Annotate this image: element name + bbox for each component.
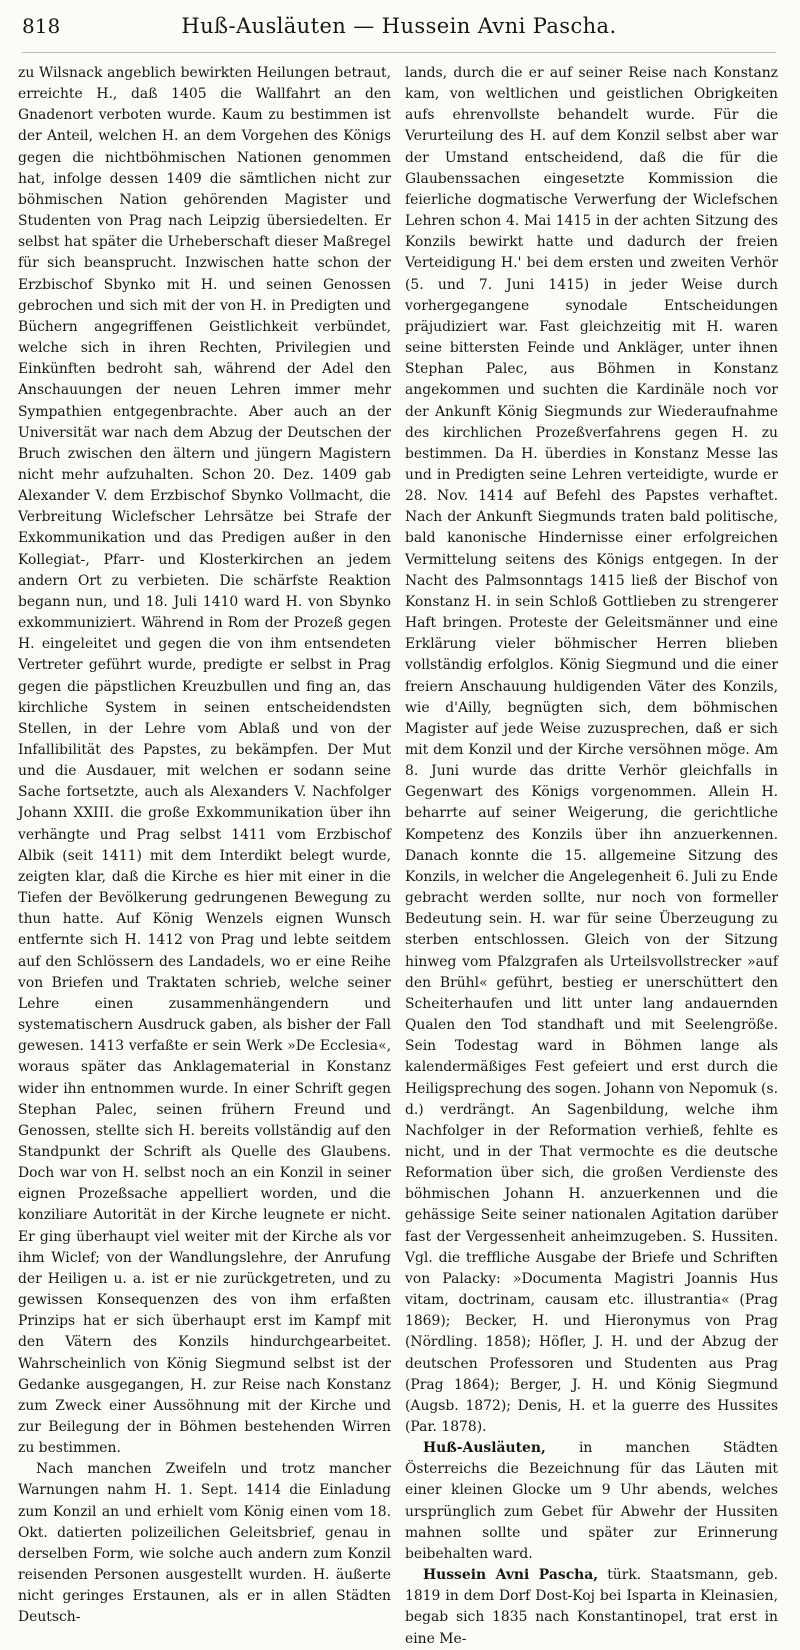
left-paragraph-1: zu Wilsnack angeblich bewirkten Heilungen betraut, erreichte H., daß 1405 die Wallfahrt an den Gnadenort verboten wurde. Kaum zu bestimmen ist der Anteil, welchen H. an dem Vorgehen des Königs gegen die nichtböhmischen Nationen genommen hat, infolge dessen 1409 die sämtlichen nicht zur böhmischen Nation gehörenden Magister und Studenten von Prag nach Leipzig übersiedelten. Er selbst hat später die Urheberschaft dieser Maßregel für sich beansprucht. Inzwischen hatte schon der Erzbischof Sbynko mit H. und seinen Genossen gebrochen und sich mit der von H. in Predigten und Büchern angegriffenen Geistlichkeit verbündet, welche sich in ihren Rechten, Privilegien und Einkünften bedroht sah, während der Adel den Anschauungen der neuen Lehren immer mehr Sympathien entgegenbrachte. Aber auch an der Universität war nach dem Abzug der Deutschen der Bruch zwischen den ältern und jüngern Magistern nicht mehr aufzuhalten. Schon 20. Dez. 1409 gab Alexander V. dem Erzbischof Sbynko Vollmacht, die Verbreitung Wiclefscher Lehrsätze bei Strafe der Exkommunikation und das Predigen außer in den Kollegiat-, Pfarr- und Klosterkirchen an jedem andern Ort zu verbieten. Die schärfste Reaktion begann nun, und 18. Juli 1410 ward H. von Sbynko exkommuniziert. Während in Rom der Prozeß gegen H. eingeleitet und gegen die von ihm entsendeten Vertreter geführt wurde, predigte er selbst in Prag gegen die päpstlichen Kreuzbullen und fing an, das kirchliche System in seinen entscheidendsten Stellen, in der Lehre vom Ablaß und von der Infallibilität des Papstes, zu bekämpfen. Der Mut und die Ausdauer, mit welchen er sodann seine Sache fortsetzte, auch als Alexanders V. Nachfolger Johann XXIII. die große Exkommunikation über ihn verhängte und Prag selbst 1411 vom Erzbischof Albik (seit 1411) mit dem Interdikt belegt wurde, zeigten klar, daß die Kirche es hier mit einer in die Tiefen der Bevölkerung gedrungenen Bewegung zu thun hatte. Auf König Wenzels eignen Wunsch entfernte sich H. 1412 von Prag und lebte seitdem auf den Schlössern des Landadels, wo er eine Reihe von Briefen und Traktaten schrieb, welche seiner Lehre einen zusammenhängendern und systematischern Ausdruck gaben, als bisher der Fall gewesen. 1413 verfaßte er sein Werk »De Ecclesia«, woraus später das Anklagematerial in Konstanz wider ihn entnommen wurde. In einer Schrift gegen Stephan Palec, seinen frühern Freund und Genossen, stellte sich H. bereits vollständig auf den Standpunkt der Schrift als Quelle des Glaubens. Doch war von H. selbst noch an ein Konzil in seiner eignen Prozeßsache appelliert worden, und die konziliare Autorität in der Kirche leugnete er nicht. Er ging überhaupt viel weiter mit der Kirche als vor ihm Wiclef; von der Wandlungslehre, der Anrufung der Heiligen u. a. ist er nie zurückgetreten, und zu gewissen Konsequenzen des von ihm erfaßten Prinzips hat er sich überhaupt erst im Kampf mit den Vätern des Konzils hindurchgearbeitet. Wahrscheinlich von König Siegmund selbst ist der Gedanke ausgegangen, H. zur Reise nach Konstanz zum Zweck einer Aussöhnung mit der Kirche und zur Beilegung der in Böhmen bestehenden Wirren zu bestimmen. [18, 65, 391, 1457]
left-paragraph-2: Nach manchen Zweifeln und trotz mancher Warnungen nahm H. 1. Sept. 1414 die Einladung zum Konzil an und erhielt vom König einen vom 18. Okt. datierten polizeilichen Geleitsbrief, genau in derselben Form, wie solche auch andern zum Konzil reisenden Personen ausgestellt wurden. H. äußerte nicht geringes Erstaunen, als er in allen Städten Deutsch- [18, 1461, 391, 1626]
page-number: 818 [22, 14, 61, 38]
entry-headword: Huß-Ausläuten, [423, 1440, 546, 1457]
running-title: Huß-Ausläuten — Hussein Avni Pascha. [181, 14, 617, 38]
left-column [18, 63, 391, 1650]
running-head [22, 14, 776, 53]
entry-huss-auslaeuten [405, 1438, 778, 1565]
right-column [405, 63, 778, 1650]
entry-headword: Hussein Avni Pascha, [423, 1567, 599, 1584]
entry-hussein-avni-pascha [405, 1565, 778, 1650]
entry-text: in manchen Städten Österreichs die Bezeichnung für das Läuten mit einer kleinen Glocke um 9 Uhr abends, welches ursprünglich zum Gebet für Abwehr der Hussiten mahnen sollte und später zur Erinnerung beibehalten ward. [405, 1440, 778, 1562]
right-paragraph-1: lands, durch die er auf seiner Reise nach Konstanz kam, von weltlichen und geistlichen Obrigkeiten aufs ehrenvollste behandelt wurde. Für die Verurteilung des H. auf dem Konzil selbst aber war der Umstand entscheidend, daß die für die Glaubenssachen eingesetzte Kommission die feierliche dogmatische Verwerfung der Wiclefschen Lehren schon 4. Mai 1415 in der achten Sitzung des Konzils bewirkt hatte und dadurch der freien Verteidigung H.' bei dem ersten und zweiten Verhör (5. und 7. Juni 1415) in jeder Weise durch vorhergegangene synodale Entscheidungen präjudiziert war. Fast gleichzeitig mit H. waren seine bittersten Feinde und Ankläger, unter ihnen Stephan Palec, aus Böhmen in Konstanz angekommen und suchten die Kardinäle noch vor der Ankunft König Siegmunds zur Wiederaufnahme des kirchlichen Prozeßverfahrens gegen H. zu bestimmen. Da H. überdies in Konstanz Messe las und in Predigten seine Lehren verteidigte, wurde er 28. Nov. 1414 auf Befehl des Papstes verhaftet. Nach der Ankunft Siegmunds traten bald politische, bald kanonische Hindernisse einer erfolgreichen Vermittelung seitens des Königs entgegen. In der Nacht des Palmsonntags 1415 ließ der Bischof von Konstanz H. in sein Schloß Gottlieben zu strengerer Haft bringen. Proteste der Geleitsmänner und eine Erklärung vieler böhmischer Herren blieben vollständig erfolglos. König Siegmund und die einer freiern Anschauung huldigenden Väter des Konzils, wie d'Ailly, begnügten sich, dem böhmischen Magister auf jede Weise zuzusprechen, daß er sich mit dem Konzil und der Kirche versöhnen möge. Am 8. Juni wurde das dritte Verhör gleichfalls in Gegenwart des Königs vorgenommen. Allein H. beharrte auf seiner Weigerung, die gerichtliche Kompetenz des Konzils über ihn anzuerkennen. Danach konnte die 15. allgemeine Sitzung des Konzils, in welcher die Angelegenheit 6. Juli zu Ende gebracht werden sollte, nur noch von formeller Bedeutung sein. H. war für seine Überzeugung zu sterben entschlossen. Gleich von der Sitzung hinweg vom Pfalzgrafen als Urteilsvollstrecker »auf den Brühl« geführt, bestieg er unerschüttert den Scheiterhaufen und litt unter lang andauernden Qualen den Tod standhaft und mit Seelengröße. Sein Todestag ward in Böhmen lange als kalendermäßiges Fest gefeiert und erst durch die Heiligsprechung des sogen. Johann von Nepomuk (s. d.) verdrängt. An Sagenbildung, welche ihm Nachfolger in der Reformation verhieß, fehlte es nicht, und in der That vermochte es die deutsche Reformation über sich, die großen Verdienste des böhmischen Johann H. anzuerkennen und die gehässige Seite seiner nationalen Agitation darüber fast der Vergessenheit anheimzugeben. S. Hussiten. Vgl. die treffliche Ausgabe der Briefe und Schriften von Palacky: »Documenta Magistri Joannis Hus vitam, doctrinam, causam etc. illustrantia« (Prag 1869); Becker, H. und Hieronymus von Prag (Nördling. 1858); Höfler, J. H. und der Abzug der deutschen Professoren und Studenten aus Prag (Prag 1864); Berger, J. H. und König Siegmund (Augsb. 1872); Denis, H. et la guerre des Hussites (Par. 1878). [405, 65, 778, 1435]
text-columns [18, 63, 780, 1650]
entry-text: türk. Staatsmann, geb. 1819 in dem Dorf Dost-Koj bei Isparta in Kleinasien, begab sich 1835 nach Konstantinopel, trat erst in eine Me- [405, 1567, 778, 1647]
